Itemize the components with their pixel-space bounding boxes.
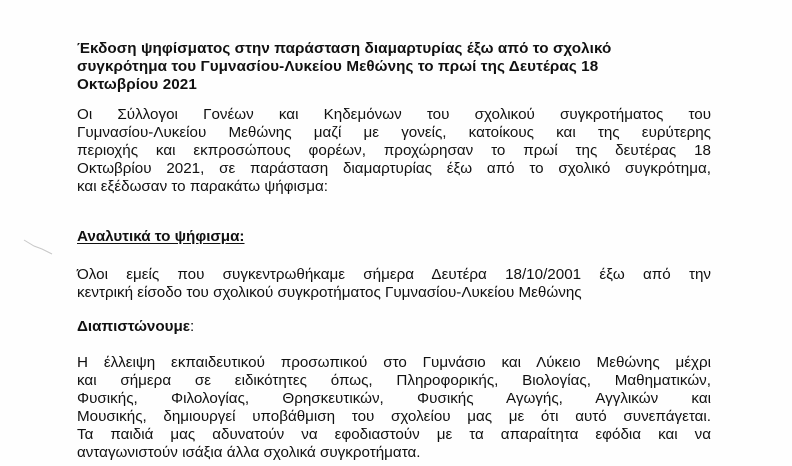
finding-label-line: [77, 318, 711, 336]
intro-line: Γυμνασίου-Λυκείου Μεθώνης μαζί με γονείς, κατοίκους και της ευρύτερης: [77, 124, 711, 141]
gathering-paragraph: [77, 266, 711, 302]
finding-line: και σήμερα σε ειδικότητες όπως, Πληροφορικής, Βιολογίας, Μαθηματικών,: [77, 372, 711, 389]
document-title: [77, 40, 711, 94]
section-heading: Αναλυτικά το ψήφισμα:: [77, 228, 245, 245]
finding-line: Τα παιδιά μας αδυνατούν να εφοδιαστούν με τα απαραίτητα εφόδια και να: [77, 426, 711, 443]
finding-line: Μουσικής, δημιουργεί υποβάθμιση του σχολείου μας με ότι αυτό συνεπάγεται.: [77, 408, 711, 425]
title-line: συγκρότημα του Γυμνασίου-Λυκείου Μεθώνης το πρωί της Δευτέρας 18: [77, 58, 599, 75]
finding-colon: :: [189, 318, 195, 335]
finding-line: ανταγωνιστούν ισάξια άλλα σχολικά συγκροτήματα.: [77, 444, 421, 461]
intro-line: Οι Σύλλογοι Γονέων και Κηδεμόνων του σχολικού συγκροτήματος του: [77, 106, 711, 123]
gathering-line: Όλοι εμείς που συγκεντρωθήκαμε σήμερα Δευτέρα 18/10/2001 έξω από την: [77, 266, 711, 283]
intro-line: Οκτωβρίου 2021, σε παράσταση διαμαρτυρίας έξω από το σχολικό συγκρότημα,: [77, 160, 711, 177]
gathering-line: κεντρική είσοδο του σχολικού συγκροτήματος Γυμνασίου-Λυκείου Μεθώνης: [77, 284, 582, 301]
finding-label: Διαπιστώνουμε: [77, 318, 190, 335]
finding-paragraph: [77, 354, 711, 462]
intro-paragraph: [77, 106, 711, 196]
intro-line: και εξέδωσαν το παρακάτω ψήφισμα:: [77, 178, 328, 195]
intro-line: περιοχής και εκπροσώπους φορέων, προχώρησαν το πρωί της δευτέρας 18: [77, 142, 711, 159]
finding-line: Φυσικής, Φιλολογίας, Θρησκευτικών, Φυσικής Αγωγής, Αγγλικών και: [77, 390, 711, 407]
scan-artifact-mark: [22, 238, 62, 258]
title-line: Οκτωβρίου 2021: [77, 76, 197, 93]
title-line: Έκδοση ψηφίσματος στην παράσταση διαμαρτυρίας έξω από το σχολικό: [77, 40, 612, 57]
finding-line: Η έλλειψη εκπαιδευτικού προσωπικού στο Γυμνάσιο και Λύκειο Μεθώνης μέχρι: [77, 354, 711, 371]
